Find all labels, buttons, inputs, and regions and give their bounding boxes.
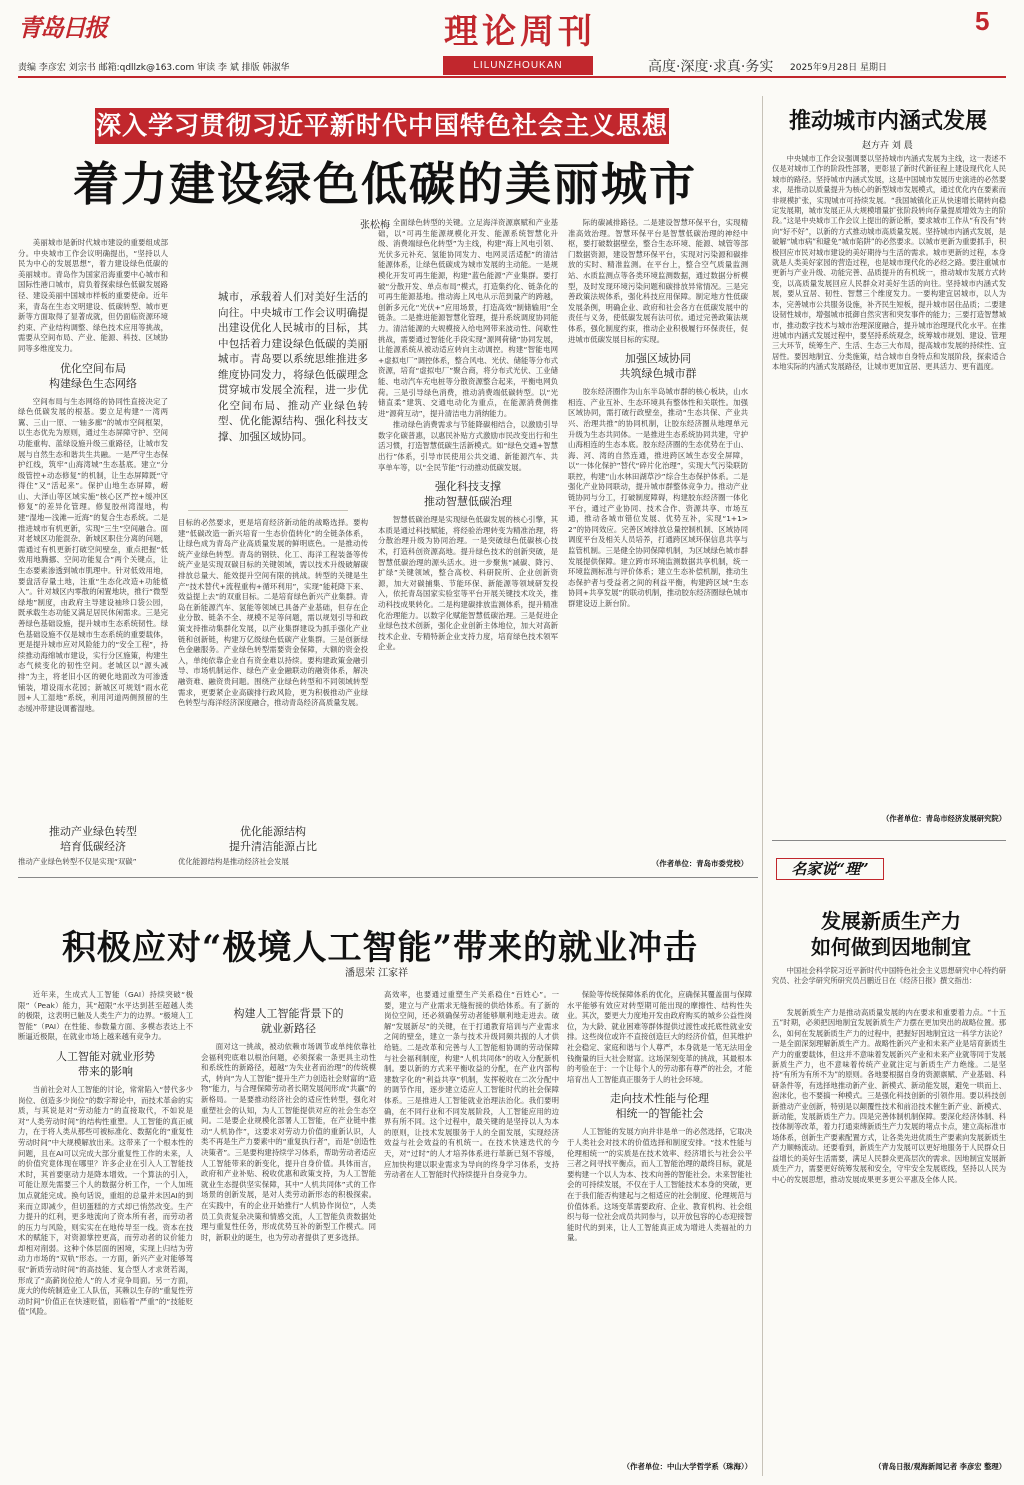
article2-subhead-2: 构建人工智能背景下的 就业新路径 [233, 1007, 344, 1035]
sidebar1-author: 赵方卉 刘 晨 [862, 141, 913, 151]
article2-headline: 积极应对“极境人工智能”带来的就业冲击 [61, 928, 699, 968]
sidebar2-tag: 名家说“理” [776, 858, 884, 880]
sidebar2-intro: 中国社会科学院习近平新时代中国特色社会主义思想研究中心特约研究员、社会学研究所研究员吕鹏近日在《经济日报》撰文指出： [772, 966, 1006, 986]
sidebar2-headline: 发展新质生产力 如何做到因地制宜 [811, 909, 971, 959]
sidebar1-headline: 推动城市内涵式发展 [788, 108, 987, 134]
article2-subhead-1: 人工智能对就业形势 带来的影响 [56, 1049, 155, 1078]
section-divider [18, 877, 758, 878]
article1-subhead-5: 加强区域协同 共筑绿色城市群 [619, 352, 697, 381]
article1-author-affiliation: （作者单位：青岛市委党校） [651, 859, 748, 868]
article1-column-1-tail: 推动产业绿色转型不仅是实现“双碳” [18, 857, 137, 866]
article1-author: 张松梅 [360, 220, 390, 231]
article1-subhead-2: 推动产业绿色转型 培育低碳经济 [49, 825, 137, 853]
issue-date: 2025年9月28日 星期日 [790, 63, 887, 73]
article2-subhead-3: 走向技术性能与伦理 相统一的智能社会 [610, 1092, 709, 1121]
page-number: 5 [975, 6, 990, 36]
section-pinyin: LILUNZHOUKAN [443, 56, 593, 75]
sidebar-divider [772, 840, 1006, 841]
pull-quote-divider [188, 510, 348, 511]
article2-column-3: 高效率，也要通过重塑生产关系稳住“百姓心”。一要，建立与产业需求无缝衔接的供给体系。有了新的岗位空间，还必须确保劳动者能够顺利地走进去。破解“发展新尽”的关键，在于打通教育培训与产业需求之间的壁垒，建立一条与技术升级同频共振的人才供给链。二是改革和完善与人工智能相协调的劳动保障与社会福利制度，构建“人机共同体”的收入分配新机制。要以新的方式来平衡收益的分配，在产业内部构建数字化的“利益共享”机制，发挥税收在二次分配中的调节作用，逐步建立适应人工智能时代的社会保障体系。三是推进人工智能就业治理法治化。我们要明确，在不同行业和不同发展阶段，人工智能应用的边界有所不同。这个过程中，最关键的是坚持以人为本的原则，让技术发展服务于人的全面发展，实现经济效益与社会效益的有机统一。在技术快速迭代的今天，对“过时”的人才培养体系进行革新已刻不容缓，应加快构建以职业需求为导向的终身学习体系，支持劳动者在人工智能时代持续提升自身竞争力。 [384, 990, 559, 1180]
article1-subhead-1: 优化空间布局 构建绿色生态网络 [49, 361, 137, 390]
article1-headline: 着力建设绿色低碳的美丽城市 [73, 157, 697, 211]
article2-column-4: 保险等传统保障体系的优化，应确保其覆盖面与保障水平能够有效应对转型期可能出现的摩擦性、结构性失业。其次，要更大力度地开发由政府购买的城乡公益性岗位，为大龄、就业困难等群体提供过渡性或托底性就业安排。这些岗位或许不直接创造巨大的经济价值，但其维护社会稳定、家庭和谐与个人尊严，本身就是一笔无法用金钱衡量的巨大社会财富。这场深刻变革的挑战，其最根本的考验在于：一个让每个人的劳动都有尊严的社会，才能培育出人工智能真正服务于人的社会环境。 走向技术性能与伦理 相统一的智能社会 人工智能的发展方向并非是单一的必然选择，它取决于人类社会对技术的价值选择和制度安排。“技术性能与伦理相统一”的实质是在技术效率、经济增长与社会公平三者之间寻找平衡点，而人工智能治理的最终目标，就是要构建一个以人为本、技术向善的智能社会。未来智能社会的可持续发展，不仅在于人工智能技术本身的突破，更在于我们能否构建起与之相适应的社会制度、伦理规范与价值体系。这场变革需要政府、企业、教育机构、社会组织与每一位社会成员共同参与，以开放包容的心态迎接智能时代的到来，让人工智能真正成为增进人类福祉的力量。 [567, 990, 752, 1243]
article1-subhead-4: 强化科技支撑 推动智慧低碳治理 [424, 480, 512, 509]
sidebar2-body: 发展新质生产力是推动高质量发展的内在要求和重要着力点。“十五五”时期，必须把因地制宜发展新质生产力摆在更加突出的战略位置。那么，如何在发展新质生产力的过程中，把握好因地制宜这一科学方法论？一是全面深刻理解新质生产力。战略性新兴产业和未来产业是培育新质生产力的重要载体，但这并不意味着发展新兴产业和未来产业就等同于发展新质生产力，也不意味着传统产业就注定与新质生产力绝缘。二是坚持“有所为有所不为”的原则。各地要根据自身的资源禀赋、产业基础、科研条件等，有选择地推动新产业、新模式、新动能发展，避免一哄而上、泡沫化，也不要搞一种模式。三是强化科技创新的引领作用。要以科技创新推动产业创新，特别是以颠覆性技术和前沿技术催生新产业、新模式、新动能，发展新质生产力。四是完善体制机制保障。要深化经济体制、科技体制等改革，着力打通束缚新质生产力发展的堵点卡点，建立高标准市场体系，创新生产要素配置方式，让各类先进优质生产要素向发展新质生产力顺畅流动。还要看到，新质生产力发展可以更好地服务于人民群众日益增长的美好生活需要，满足人民群众更高层次的需求。因地制宜发展新质生产力，需要更好统筹发展和安全，守牢安全发展底线，坚持以人民为中心的发展思想，推动发展成果更多更公平惠及全体人民。 [772, 1008, 1006, 1184]
section-title: 理论周刊 [444, 12, 596, 52]
article2-column-2: 构建人工智能背景下的 就业新路径 面对这一挑战，被动依赖市场调节或单纯依靠社会福利兜底难以根治问题，必须探索一条更具主动性和系统性的新路径，超越“为失业者而治理”的传统模式，转向“为人工智能”提升生产力创造社会财富的“造物”能力，与合理保障劳动者长期发展间形成“共赢”的新格局。一是要推动经济社会的适应性转型，强化对重塑社会的认知，为人工智能提供对应的社会生态空间。二是要企业规模化部署人工智能，在产业链中推动“人机协作”，这要求对劳动力价值的重新认识，人类不再是生产力要素中的“重复执行者”，而是“创造性决策者”。三是要构建持续学习体系，帮助劳动者适应人工智能带来的新变化，提升自身价值。具体而言，政府和产业补贴、税收优惠和政策支持，为人工智能就业生态提供坚实保障，其中“人机共同体”式的工作场景的创新发展，是对人类劳动新形态的积极探索。在实践中，有的企业开始推行“人机协作岗位”，人类员工负责复杂决策和情感交流，人工智能负责数据处理与重复性任务，形成优势互补的新型工作模式。同时，新职业的诞生，也为劳动者提供了更多选择。 [201, 1007, 376, 1242]
masthead-rule [18, 76, 1006, 78]
newspaper-logo: 青岛日报 [18, 13, 106, 42]
pull-quote: 城市，承载着人们对美好生活的向往。中央城市工作会议明确提出建设优化人民城市的目标，其中包括着力建设绿色低碳的美丽城市。青岛要以系统思维推进多维度协同发力，将绿色低碳理念贯穿城市发展全流程，进一步优化空间布局、推动产业绿色转型、优化能源结构、强化科技支撑、加强区域协同。 [218, 291, 368, 443]
editor-credits: 责编 李彦宏 刘宗书 邮箱:qdllzk@163.com 审读 李 斌 排版 韩淑华 [18, 63, 290, 73]
article1-column-2-tail: 优化能源结构是推动经济社会发展 [178, 857, 289, 866]
article1-column-1: 美丽城市是新时代城市建设的重要组成部分。中央城市工作会议明确提出，“坚持以人民为中心的发展思想”，着力建设绿色低碳的美丽城市。青岛作为国家沿海重要中心城市和国际性港口城市，肩负着探索绿色低碳发展路径、建设美丽中国城市样板的重要使命。近年来，青岛在生态文明建设、低碳转型、城市更新等方面取得了显著成就，但仍面临资源环境约束、产业结构调整、绿色技术应用等挑战，需要从空间布局、产业、能源、科技、区域协同等多维度发力。 优化空间布局 构建绿色生态网络 空间布局与生态网络的协同性直接决定了绿色低碳发展的根基。要立足构建“一湾两翼、三山一原、一轴多廊”的城市空间框架，以生态优先为原则，通过生态屏障守护、空间功能重构、蓝绿设施升级三重路径，让城市发展与自然生态和谐共生共融。一是严守生态保护红线，筑牢“山海湾城”生态基底。建立“分级管控+动态修复”的机制，让生态屏障既“守得住”又“活起来”。保护山地生态屏障，崂山、大泽山等区域实施“核心区严控+缓冲区修复”的差异化管理。修复胶州湾湿地，构建“湿地—浅滩—近海”的复合生态系统。二是推进城市有机更新，实现“三生”空间融合。面对老城区功能混杂、新城区职住分离的问题，需通过有机更新打破空间壁垒，重点把握“低效用地腾挪、空间功能复合”两个关键点，让生态要素渗透到城市肌理中。针对低效用地，要盘活存量土地，注重“生态化改造+功能植入”。针对城区内零散的闲置地块，推行“微型绿地”制度，由政府主导建设袖珍口袋公园，既承载生态功能又满足居民休闲需求。三是完善绿色基础设施，提升城市生态系统韧性。绿色基础设施不仅是城市生态系统的重要载体，更是提升城市应对风险能力的“安全工程”，持续推动海绵城市建设，实行分区施策，构建生态气候变化的韧性空间。老城区以“源头减排”为主，将老旧小区的硬化地面改为可渗透铺装，增设雨水花园；新城区可规划“雨水花园+人工湿地”系统，利用河道两侧预留的生态缓冲带建设调蓄湿地。 [18, 238, 168, 713]
article2-author: 潘恩荣 江家祥 [345, 968, 409, 979]
column-divider [762, 96, 763, 1476]
article1-column-3: 全面绿色转型的关键。立足海洋资源禀赋和产业基础，以“可再生能源规模化开发、能源系统智慧化升级、消费端绿色化转型”为主线，构建“海上风电引领、光伏多元补充、氢能协同发力、电网灵活适配”的清洁能源体系，让绿色低碳成为城市发展的主动能。一是规模化开发可再生能源，构建“蓝色能源”产业集群。要打破“分散开发、单点布局”模式，打造集约化、链条化的可再生能源基地。推动海上风电从示范到量产的跨越，创新多元化“光伏+”应用场景，打造高效“制储输用”全链条。二是推进能源智慧化管理，提升系统调度协同能力。清洁能源的大规模接入给电网带来波动性、间歇性挑战，需要通过智能化手段实现“源网荷储”协同发展，让能源系统从被动适应转向主动调控。构建“智能电网+虚拟电厂”调控体系，整合风电、光伏、储能等分布式资源，培育“虚拟电厂”聚合商，将分布式光伏、工业储能、电动汽车充电桩等分散资源整合起来，平衡电网负荷。三是引导绿色消费，推动消费端低碳转型。以“光储直柔”建筑、交通电动化为重点，在能源消费侧推进“源荷互动”，提升清洁电力消纳能力。 推动绿色消费需求与节能降碳相结合，以激励引导数字化碳普惠，以惠民补贴方式激励市民改变出行和生活习惯，打造智慧低碳生活新模式。如“绿色交通+智慧出行”体系，引导市民使用公共交通、新能源汽车、共享单车等，以“全民节能”行动推动低碳发展。 强化科技支撑 推动智慧低碳治理 智慧低碳治理是实现绿色低碳发展的核心引擎，其本质是通过科技赋能，将经验治理转变为精准治理，将分散治理升级为协同治理。一是突破绿色低碳核心技术，打造科创资源高地。提升绿色技术的创新突破，是智慧低碳治理的源头活水。进一步聚焦“减碳、降污、扩绿”关键领域，整合高校、科研院所、企业创新资源，加大对碳捕集、节能环保、新能源等领域研发投入，依托青岛国家实验室等平台开展关键技术攻关，推动科技成果转化。二是构建碳排放监测体系，提升精准化治理能力。以数字化赋能智慧低碳治理。三是促进企业绿色技术创新，强化企业创新主体地位，加大对高新技术企业、专精特新企业支持力度，培育绿色技术领军企业。 [378, 218, 558, 652]
article1-column-2: 目标的必然要求，更是培育经济新动能的战略选择。要构建“低碳改造一新兴培育一生态价值转化”的全链条体系，让绿色成为青岛产业高质量发展的鲜明底色。一是推动传统产业绿色转型。青岛的钢铁、化工、海洋工程装备等传统产业是实现双碳目标的关键领域，需以技术升级破解碳排放总量大、能效提升空间有限的挑战。转型的关键是生产“技术替代+流程重构+循环利用”，实现“能耗降下来、效益提上去”的双重目标。二是培育绿色新兴产业集群。青岛在新能源汽车、氢能等领域已具备产业基础，但存在企业分散、链条不全、规模不足等问题，需以规划引导和政策支持推动集群化发展，以产业集群建设为抓手强化产业链和创新链，构建万亿级绿色低碳产业集群。三是创新绿色金融服务。产业绿色转型需要资金保障，大额的资金投入，单纯依靠企业自有资金难以持续。要构建政策金融引导、市场机制运作、绿色产业金融联动的融资体系，解决融资难、融资贵问题。围绕产业绿色转型和不同领域转型需求，更要紧企业高碳排行政风险，更为积极推动产业绿色转型与海洋经济深度融合，推动青岛经济高质量发展。 [178, 518, 368, 708]
sidebar1-author-affiliation: （作者单位：青岛市经济发展研究院） [881, 814, 1006, 823]
article2-author-affiliation: （作者单位：中山大学哲学系（珠海）） [622, 1462, 752, 1471]
sidebar1-body: 中央城市工作会议强调要以坚持城市内涵式发展为主线，这一表述不仅是对城市工作的阶段性部署，更彰显了新时代新征程上建设现代化人民城市的路径。坚持城市内涵式发展，这是中国城市发展历史演进的必然要求，是推动以质量提升为核心的新型城市发展模式，通过优化内在要素而非规模扩张，实现城市可持续发展。“我国城镇化正从快速增长期转向稳定发展期，城市发展正从大规模增量扩张阶段转向存量提质增效为主的阶段。”这是中央城市工作会议上提出的新论断，要求城市工作从“有没有”转向“好不好”，以新的方式推动城市高质量发展。坚持城市内涵式发展，是破解“城市病”和避免“城市陷阱”的必然要求。以城市更新为重要抓手，积极回应市民对城市建设的美好期待与生活的需求。城市更新的过程，本身就是人类美好家园的营造过程，也是城市现代化的必经之路。要注重城市更新与产业升级、功能完善、品质提升的有机统一，推动城市发展方式转变，以高质量发展回应人民群众对美好生活的向往。坚持城市内涵式发展，要从宜居、韧性、智慧三个维度发力。一要构建宜居城市，以人为本，完善城市公共服务设施，补齐民生短板，提升城市居住品质；二要建设韧性城市，增强城市抵御自然灾害和突发事件的能力；三要打造智慧城市，推动数字技术与城市治理深度融合，提升城市治理现代化水平。在推进城市内涵式发展过程中，要坚持系统观念，统筹城市规划、建设、管理三大环节，统筹生产、生活、生态三大布局，提高城市发展的持续性、宜居性。要因地制宜、分类施策，结合城市自身特点和发展阶段，探索适合本地实际的内涵式发展路径，让城市更加宜居、更具活力、更有温度。 [772, 154, 1006, 372]
section-slogan: 高度·深度·求真·务实 [648, 59, 774, 75]
sidebar2-source: （青岛日报/观海新闻记者 李彦宏 整理） [874, 1462, 1006, 1471]
article1-column-4: 际的碳减排路径。二是建设智慧环保平台，实现精准高效治理。智慧环保平台是智慧低碳治理的神经中枢，要打破数据壁垒，整合生态环境、能源、城管等部门数据资源，建设智慧环保平台，实现对污染源和碳排放的实时、精准监测。在平台上，整合空气质量监测站、水质监测点等各类环境监测数据，通过数据分析模型，及时发现环境污染问题和碳排放异常情况。三是完善政策法规体系，强化科技应用保障。制定地方性低碳发展条例，明确企业、政府和社会各方在低碳发展中的责任与义务，使低碳发展有法可依。通过完善政策法规体系，强化制度约束，推动企业积极履行环保责任，促进城市低碳发展目标的实现。 加强区域协同 共筑绿色城市群 胶东经济圈作为山东半岛城市群的核心板块，山水相连、产业互补、生态环境具有整体性和关联性。加强区域协同，需打破行政壁垒，推动“生态共保、产业共兴、治理共推”的协同机制，让胶东经济圈从地理单元升级为生态共同体。一是推进生态系统协同共建，守护山海相连的生态本底。胶东经济圈的生态优势在于山、海、河、湾的自然连通，推进跨区域生态安全屏障，以“一体化保护”替代“碎片化治理”，实现大气污染联防联控，构建“山水林田湖草沙”综合生态保护体系。二是强化产业协同联动，提升城市群整体竞争力。推动产业链协同与分工，打破制度障碍，构建胶东经济圈一体化平台，通过产业协同、技术合作、资源共享、市场互通，推动各城市错位发展、优势互补，实现“1+1>2”的协同效应。完善区域排放总量控制机制、区域协同调度平台及相关人员培养，打通跨区域环保信息共享与监管机制。三是健全协同保障机制，为区域绿色城市群发展提供保障。建立跨市环境监测数据共享机制，统一环境监测标准与评价体系；建立生态补偿机制，推动生态保护者与受益者之间的利益平衡，构建跨区域“生态协同+共享发展”的联动机制，推动胶东经济圈绿色城市群建设迈上新台阶。 [568, 218, 748, 608]
theme-banner: 深入学习贯彻习近平新时代中国特色社会主义思想 [95, 108, 669, 144]
article1-subhead-3: 优化能源结构 提升清洁能源占比 [229, 825, 317, 853]
article2-column-1: 近年来，生成式人工智能（GAI）持续突破“极限”（Peak）能力，其“超限”水平达到甚至超越人类的极限，这表明已触及人类生产力的边界。“极境人工智能”（PAI）在性能、参数量方面、多模态表达上不断逼近极限，在就业市场上越来越有竞争力。 人工智能对就业形势 带来的影响 当前社会对人工智能的讨论，常常陷入“替代多少岗位、创造多少岗位”的数字辩论中，而技术革命的实质，与其说是对“劳动能力”的直接取代，不如说是对“人类劳动时间”的结构性重塑。人工智能的真正威力，在于将人类从那些可被标准化、数据化的“重复性劳动时间”中大规模解放出来。这带来了一个根本性的问题，且在AI可以完成大部分重复性工作的未来，人的价值究竟体现在哪里？许多企业在引入人工智能技术时，其首要驱动力是降本增效。一个算法的引入，可能让原先需要三个人的数据分析工作，一个人加班加点就能完成。换句话说，重组的总量并未因AI的到来而立即减少，但切蛋糕的方式却已悄然改变。生产力提升的红利，更多地流向了资本所有者，而劳动者的压力与风险，则实实在在地传导至一线。资本在技术的赋能下，对资源掌控更高，而劳动者的议价能力却相对削弱。这种个体层面的困境，实现上归结为劳动力市场的“双轨”形态。一方面，新兴产业对能够驾驭“新质劳动时间”的高技能、复合型人才求贤若渴，形成了“高薪岗位抢人”的人才竞争局面。另一方面，庞大的传统制造业工人队伍，其赖以生存的“重复性劳动时间”价值正在快速贬值，面临着“严重”的“技能贬值”风险。 [18, 990, 193, 1317]
